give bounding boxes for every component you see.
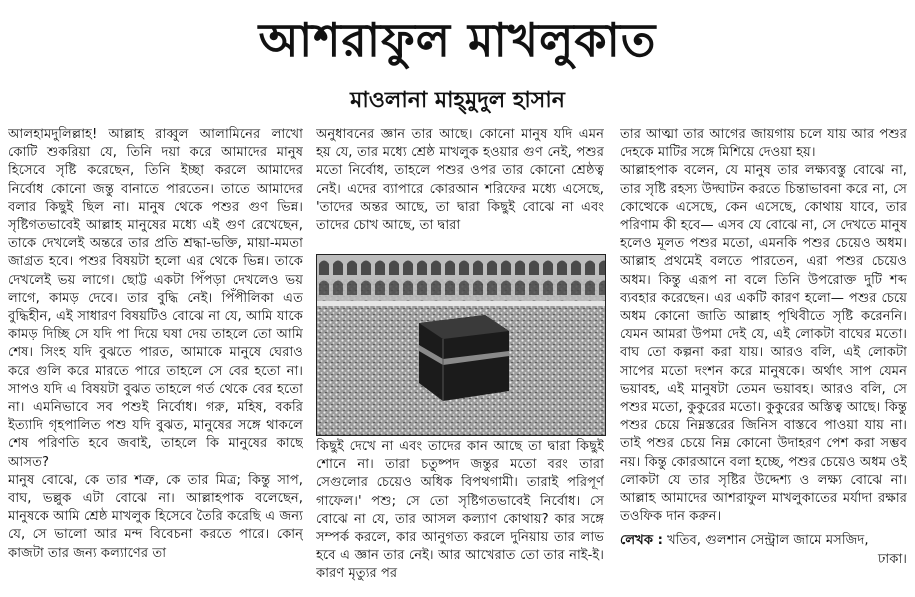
credit-text: খতিব, গুলশান সেন্ট্রাল জামে মসজিদ, [667,533,869,549]
column3-paragraph: আল্লাহপাক বলেন, যে মানুষ তার লক্ষ্যবস্তু বোঝে না, তার সৃষ্টি রহস্য উদ্ঘাটন করতে চিন্তাভাবনা করে না, সে কোত্থেকে এসেছে, কেন এসেছে, কোথায় যাবে, তার পরিণাম কী হবে— এসব যে বোঝে না, সে দেখতে মানুষ হলেও মূলত পশুর মতো, এমনকি পশুর চেয়েও অধম। আল্লাহ প্রথমেই বলতে পারতেন, এরা পশুর চেয়েও অধম। কিন্তু এরূপ না বলে তিনি উপরোক্ত দুটি শব্দ ব্যবহার করেছেন। এর একটি কারণ হলো— পশুর চেয়ে অধম কোনো জাতি আল্লাহ পৃথিবীতে সৃষ্টি করেননি। যেমন আমরা উপমা দেই যে, এই লোকটা বাঘের মতো। বাঘ তো কল্পনা করা যায়। আরও বলি, এই লোকটা সাপের মতো দংশন করে মানুষকে। অর্থাৎ সাপ যেমন ভয়াবহ, এই মানুষটা তেমন ভয়াবহ। আরও বলি, সে পশুর মতো, কুকুরের মতো। কুকুরের অস্তিত্ব আছে। কিন্তু পশুর চেয়ে নিম্নস্তরের জিনিস বাস্তবে পাওয়া যায় না। তাই পশুর চেয়ে নিম্ন কোনো উদাহরণ পেশ করা সম্ভব নয়। কিন্তু কোরআনে বলা হচ্ছে, পশুর চেয়েও অধম ওই লোকটা যে তার সৃষ্টির উদ্দেশ্য ও লক্ষ্য বোঝে না। আল্লাহ আমাদের আশরাফুল মাখলুকাতের মর্যাদা রক্ষার তওফিক দান করুন। [620,163,907,525]
article-title: আশরাফুল মাখলুকাত [258,13,657,67]
article-column-3 [620,126,907,594]
article-author: মাওলানা মাহ্‌মুদুল হাসান [350,88,565,113]
article-column-2 [316,126,604,250]
credit-place: ঢাকা। [877,551,907,567]
column2-bottom-text: কিছুই দেখে না এবং তাদের কান আছে তা দ্বারা কিছুই শোনে না। তারা চতুষ্পদ জন্তুর মতো বরং তারা সেগুলোর চেয়েও অধিক বিপথগামী। তারাই পরিপূর্ণ গাফেল।' পশু; সে তো সৃষ্টিগতভাবেই নির্বোধ। সে বোঝে না যে, তার আসল কল্যাণ কোথায়? কার সঙ্গে সম্পর্ক করলে, কার আনুগত্য করলে দুনিয়ায় তার লাভ হবে এ জ্ঞান তার নেই। আর আখেরাত তো তার নাই-ই। কারণ মৃত্যুর পর [316,439,604,582]
column2-top-text: অনুধাবনের জ্ঞান তার আছে। কোনো মানুষ যদি এমন হয় যে, তার মধ্যে শ্রেষ্ঠ মাখলুক হওয়ার গুণ নেই, পশুর মতো নির্বোধ, তাহলে পশুর ওপর তার কোনো শ্রেষ্ঠত্ব নেই। এদের ব্যাপারে কোরআন শরিফের মধ্যে এসেছে, 'তাদের অন্তর আছে, তা দ্বারা কিছুই বোঝে না এবং তাদের চোখ আছে, তা দ্বারা [316,127,604,234]
column3-paragraph: তার আত্মা তার আগের জায়গায় চলে যায় আর পশুর দেহকে মাটির সঙ্গে মিশিয়ে দেওয়া হয়। [620,127,907,161]
column1-paragraph: আলহামদুলিল্লাহ! আল্লাহ রাব্বুল আলামিনের লাখো কোটি শুকরিয়া যে, তিনি দয়া করে আমাদের মানুষ হিসেবে সৃষ্টি করেছেন, তিনি ইচ্ছা করলে আমাদের নির্বোধ কোনো জন্তু বানাতে পারতেন। তাতে আমাদের বলার কিছুই ছিল না। মানুষ থেকে পশুর গুণ ভিন্ন। সৃষ্টিগতভাবেই আল্লাহ মানুষের মধ্যে এই গুণ রেখেছেন, তাকে দেখলেই অন্তরে তার প্রতি শ্রদ্ধা-ভক্তি, মায়া-মমতা জাগ্রত হবে। পশুর বিষয়টা হলো এর থেকে ভিন্ন। তাকে দেখলেই ভয় লাগে। ছোট্ট একটা পিঁপড়া দেখলেও ভয় লাগে, কামড় দেবে। তার বুদ্ধি নেই। পিঁপীলিকা এত বুদ্ধিহীন, এই সাধারণ বিষয়টিও বোঝে না যে, আমি যাকে কামড় দিচ্ছি সে যদি পা দিয়ে ঘষা দেয় তাহলে তো আমি শেষ। সিংহ যদি বুঝতে পারত, আমাকে মানুষে ঘেরাও করে গুলি করে মারতে পারে তাহলে সে বের হতো না। সাপও যদি এ বিষয়টা বুঝত তাহলে গর্ত থেকে বের হতো না। এমনিভাবে সব পশুই নির্বোধ। গরু, মহিষ, বকরি ইত্যাদি গৃহপালিত পশু যদি বুঝত, মানুষের সঙ্গে থাকলে শেষ পরিণতি হবে জবাই, তাহলে কি মানুষের কাছে আসত? [8,127,303,470]
article-column-1 [8,126,303,594]
credit-label: লেখক : [620,533,663,549]
author-credit [620,532,907,568]
column1-paragraph: মানুষ বোঝে, কে তার শত্রু, কে তার মিত্র; কিন্তু সাপ, বাঘ, ভল্লুক এটা বোঝে না। আল্লাহপাক বলেছেন, মানুষকে আমি শ্রেষ্ঠ মাখলুক হিসেবে তৈরি করেছি এ জন্য যে, সে ভালো আর মন্দ বিবেচনা করতে পারে। কোন্ কাজটা তার জন্য কল্যাণের তা [8,472,303,561]
kaaba-icon [317,255,605,435]
kaaba-photo [316,254,606,436]
